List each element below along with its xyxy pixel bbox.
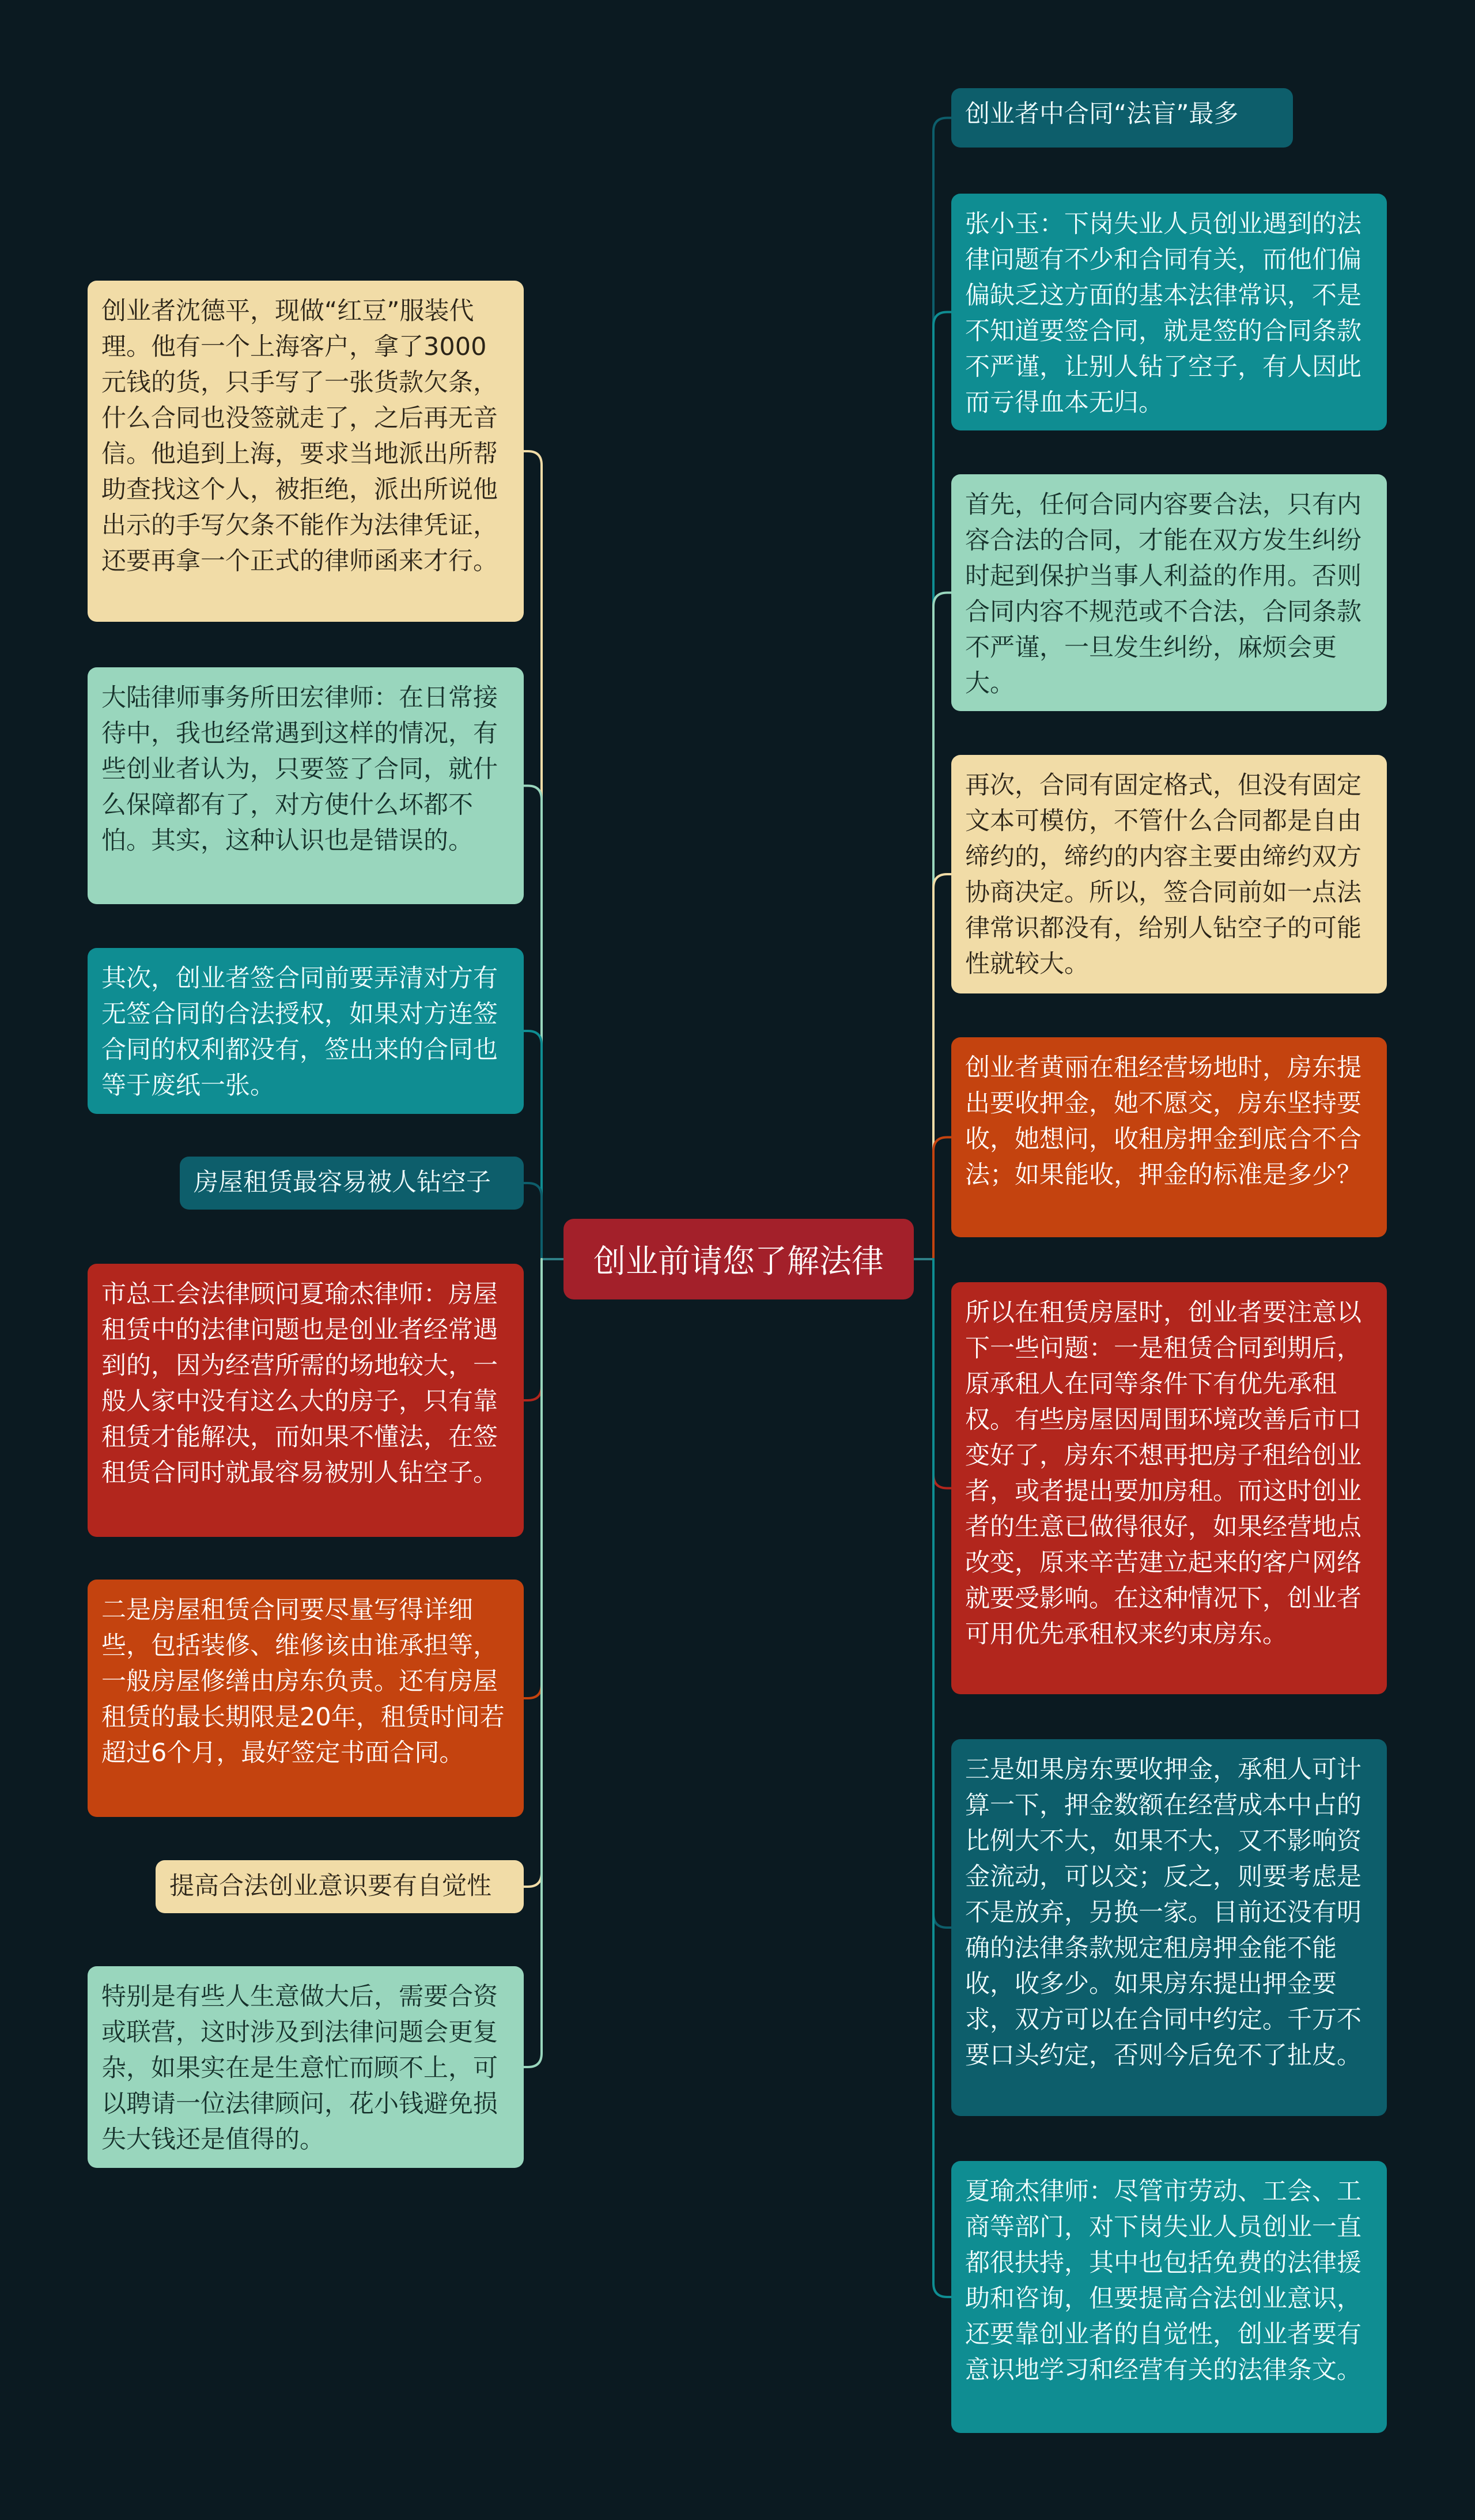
left-node-shen-deping[interactable]: 创业者沈德平，现做“红豆”服装代理。他有一个上海客户，拿了3000元钱的货，只手写了一张货款欠条，什么合同也没签就走了，之后再无音信。他追到上海，要求当地派出所帮助查找这个人，被拒绝，派出所说他出示的手写欠条不能作为法律凭证，还要再拿一个正式的律师函来才行。 <box>88 281 524 622</box>
right-node-zhang-xiaoyu[interactable]: 张小玉：下岗失业人员创业遇到的法律问题有不少和合同有关，而他们偏偏缺乏这方面的基本法律常识，不是不知道要签合同，就是签的合同条款不严谨，让别人钻了空子，有人因此而亏得血本无归。 <box>951 194 1387 430</box>
left-node-awareness-heading[interactable]: 提高合法创业意识要有自觉性 <box>156 1860 524 1913</box>
left-connector-7 <box>524 1259 542 2067</box>
left-node-legal-advisor[interactable]: 特别是有些人生意做大后，需要合资或联营，这时涉及到法律问题会更复杂，如果实在是生意忙而顾不上，可以聘请一位法律顾问，花小钱避免损失大钱还是值得的。 <box>88 1966 524 2168</box>
right-node-xia-yujie-support[interactable]: 夏瑜杰律师：尽管市劳动、工会、工商等部门，对下岗失业人员创业一直都很扶持，其中也包括免费的法律援助和咨询，但要提高合法创业意识，还要靠创业者的自觉性，创业者要有意识地学习和经营有关的法律条文。 <box>951 2161 1387 2433</box>
root-topic[interactable]: 创业前请您了解法律 <box>563 1219 914 1299</box>
left-connector-2 <box>524 1031 542 1259</box>
left-connector-5 <box>524 1259 542 1698</box>
left-node-tian-hong[interactable]: 大陆律师事务所田宏律师：在日常接待中，我也经常遇到这样的情况，有些创业者认为，只要签了合同，就什么保障都有了，对方使什么坏都不怕。其实，这种认识也是错误的。 <box>88 667 524 904</box>
right-connector-4 <box>933 1138 951 1260</box>
left-node-xia-yujie[interactable]: 市总工会法律顾问夏瑜杰律师：房屋租赁中的法律问题也是创业者经常遇到的，因为经营所需的场地较大，一般人家中没有这么大的房子，只有靠租赁才能解决，而如果不懂法，在签租赁合同时就最容易被别人钻空子。 <box>88 1264 524 1537</box>
right-node-fixed-format[interactable]: 再次，合同有固定格式，但没有固定文本可模仿，不管什么合同都是自由缔约的，缔约的内容主要由缔约双方协商决定。所以，签合同前如一点法律常识都没有，给别人钻空子的可能性就较大。 <box>951 755 1387 993</box>
right-connector-1 <box>933 312 951 1260</box>
right-connector-7 <box>933 1259 951 2297</box>
right-connector-2 <box>933 593 951 1260</box>
right-connector-5 <box>933 1259 951 1488</box>
right-node-huang-li[interactable]: 创业者黄丽在租经营场地时，房东提出要收押金，她不愿交，房东坚持要收，她想问，收租房押金到底合不合法；如果能收，押金的标准是多少？ <box>951 1037 1387 1237</box>
left-connector-3 <box>524 1183 542 1259</box>
right-node-legal-content[interactable]: 首先，任何合同内容要合法，只有内容合法的合同，才能在双方发生纠纷时起到保护当事人利益的作用。否则合同内容不规范或不合法，合同条款不严谨，一旦发生纠纷，麻烦会更大。 <box>951 474 1387 711</box>
left-connector-6 <box>524 1259 542 1887</box>
right-connector-6 <box>933 1259 951 1928</box>
left-connector-4 <box>524 1259 542 1400</box>
right-connector-3 <box>933 874 951 1259</box>
right-node-deposit[interactable]: 三是如果房东要收押金，承租人可计算一下，押金数额在经营成本中占的比例大不大，如果不大，又不影响资金流动，可以交；反之，则要考虑是不是放弃，另换一家。目前还没有明确的法律条款规定租房押金能不能收，收多少。如果房东提出押金要求，双方可以在合同中约定。千万不要口头约定，否则今后免不了扯皮。 <box>951 1739 1387 2116</box>
left-node-rental-heading[interactable]: 房屋租赁最容易被人钻空子 <box>180 1157 524 1210</box>
left-node-rental-contract[interactable]: 二是房屋租赁合同要尽量写得详细些，包括装修、维修该由谁承担等，一般房屋修缮由房东负责。还有房屋租赁的最长期限是20年，租赁时间若超过6个月，最好签定书面合同。 <box>88 1580 524 1817</box>
left-connector-0 <box>524 451 542 1259</box>
right-node-priority-lease[interactable]: 所以在租赁房屋时，创业者要注意以下一些问题：一是租赁合同到期后，原承租人在同等条件下有优先承租权。有些房屋因周围环境改善后市口变好了，房东不想再把房子租给创业者，或者提出要加房租。而这时创业者的生意已做得很好，如果经营地点改变，原来辛苦建立起来的客户网络就要受影响。在这种情况下，创业者可用优先承租权来约束房东。 <box>951 1282 1387 1694</box>
right-node-contract-illiteracy-heading[interactable]: 创业者中合同“法盲”最多 <box>951 88 1293 148</box>
left-node-authorization[interactable]: 其次，创业者签合同前要弄清对方有无签合同的合法授权，如果对方连签合同的权利都没有，签出来的合同也等于废纸一张。 <box>88 948 524 1114</box>
right-connector-0 <box>933 118 951 1260</box>
